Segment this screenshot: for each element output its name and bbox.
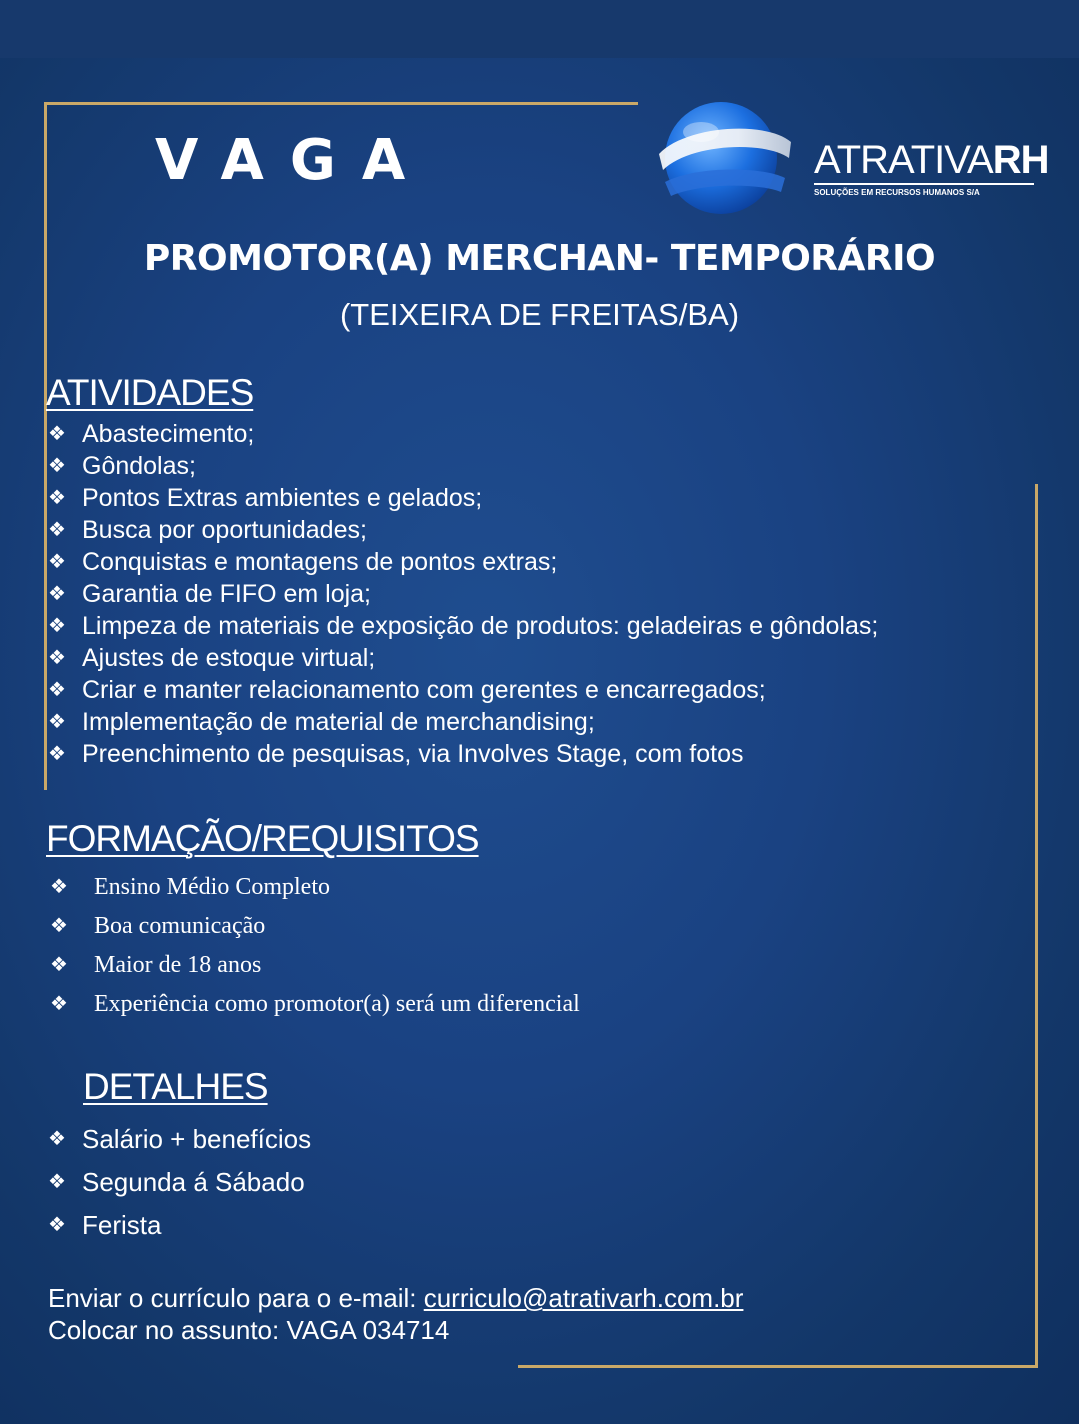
atrativa-globe-logo-icon bbox=[645, 96, 797, 222]
diamond-bullet-icon: ❖ bbox=[48, 1214, 66, 1236]
diamond-bullet-icon: ❖ bbox=[48, 551, 66, 573]
list-item: ❖ Preenchimento de pesquisas, via Involves Stage, com fotos bbox=[48, 740, 744, 768]
vaga-badge: VAGA bbox=[155, 128, 432, 193]
list-item: ❖ Maior de 18 anos bbox=[48, 948, 580, 987]
brand-divider bbox=[814, 183, 1034, 185]
list-item: ❖ Experiência como promotor(a) será um diferencial bbox=[48, 987, 580, 1026]
top-band bbox=[0, 0, 1079, 58]
list-item: ❖ Boa comunicação bbox=[48, 909, 580, 948]
diamond-bullet-icon: ❖ bbox=[50, 954, 68, 976]
list-item: ❖ Ajustes de estoque virtual; bbox=[48, 644, 376, 672]
list-item: ❖ Busca por oportunidades; bbox=[48, 516, 367, 544]
list-item: ❖ Ensino Médio Completo bbox=[48, 870, 580, 909]
requirements-heading: FORMAÇÃO/REQUISITOS bbox=[46, 818, 479, 859]
list-item: ❖ Pontos Extras ambientes e gelados; bbox=[48, 484, 483, 512]
diamond-bullet-icon: ❖ bbox=[50, 915, 68, 937]
diamond-bullet-icon: ❖ bbox=[48, 519, 66, 541]
job-location: (TEIXEIRA DE FREITAS/BA) bbox=[339, 297, 740, 332]
brand-tagline: SOLUÇÕES EM RECURSOS HUMANOS S/A bbox=[814, 188, 980, 197]
subject-line: Colocar no assunto: VAGA 034714 bbox=[48, 1315, 450, 1345]
requirements-list bbox=[48, 870, 580, 1026]
list-item: ❖ Conquistas e montagens de pontos extras; bbox=[48, 548, 558, 576]
details-heading: DETALHES bbox=[83, 1066, 268, 1107]
gold-frame-top bbox=[44, 102, 638, 105]
diamond-bullet-icon: ❖ bbox=[50, 993, 68, 1015]
diamond-bullet-icon: ❖ bbox=[48, 647, 66, 669]
list-item: ❖ Ferista bbox=[48, 1206, 311, 1249]
list-item: ❖ Abastecimento; bbox=[48, 420, 255, 448]
diamond-bullet-icon: ❖ bbox=[48, 455, 66, 477]
details-list bbox=[48, 1120, 311, 1249]
diamond-bullet-icon: ❖ bbox=[48, 743, 66, 765]
list-item: ❖ Salário + benefícios bbox=[48, 1120, 311, 1163]
diamond-bullet-icon: ❖ bbox=[48, 1171, 66, 1193]
diamond-bullet-icon: ❖ bbox=[48, 615, 66, 637]
diamond-bullet-icon: ❖ bbox=[48, 679, 66, 701]
diamond-bullet-icon: ❖ bbox=[48, 711, 66, 733]
gold-frame-right bbox=[1035, 484, 1038, 1368]
diamond-bullet-icon: ❖ bbox=[48, 487, 66, 509]
list-item: ❖ Criar e manter relacionamento com gerentes e encarregados; bbox=[48, 676, 766, 704]
activities-list bbox=[48, 418, 878, 770]
list-item: ❖ Segunda á Sábado bbox=[48, 1163, 311, 1206]
list-item: ❖ Implementação de material de merchandising; bbox=[48, 708, 595, 736]
list-item: ❖ Limpeza de materiais de exposição de produtos: geladeiras e gôndolas; bbox=[48, 612, 879, 640]
list-item: ❖ Garantia de FIFO em loja; bbox=[48, 580, 372, 608]
diamond-bullet-icon: ❖ bbox=[50, 876, 68, 898]
activities-heading: ATIVIDADES bbox=[46, 372, 254, 413]
gold-frame-left bbox=[44, 102, 47, 790]
diamond-bullet-icon: ❖ bbox=[48, 583, 66, 605]
list-item: ❖ Gôndolas; bbox=[48, 452, 196, 480]
gold-frame-bottom bbox=[518, 1365, 1038, 1368]
contact-block bbox=[48, 1282, 743, 1346]
diamond-bullet-icon: ❖ bbox=[48, 423, 66, 445]
brand-name: ATRATIVARH bbox=[814, 138, 1049, 182]
diamond-bullet-icon: ❖ bbox=[48, 1128, 66, 1150]
job-title: PROMOTOR(A) MERCHAN- TEMPORÁRIO bbox=[143, 238, 936, 279]
email-link[interactable]: curriculo@atrativarh.com.br bbox=[423, 1283, 744, 1313]
atrativa-brand bbox=[814, 138, 1048, 197]
email-line: Enviar o currículo para o e-mail: curriculo@atrativarh.com.br bbox=[48, 1283, 744, 1313]
